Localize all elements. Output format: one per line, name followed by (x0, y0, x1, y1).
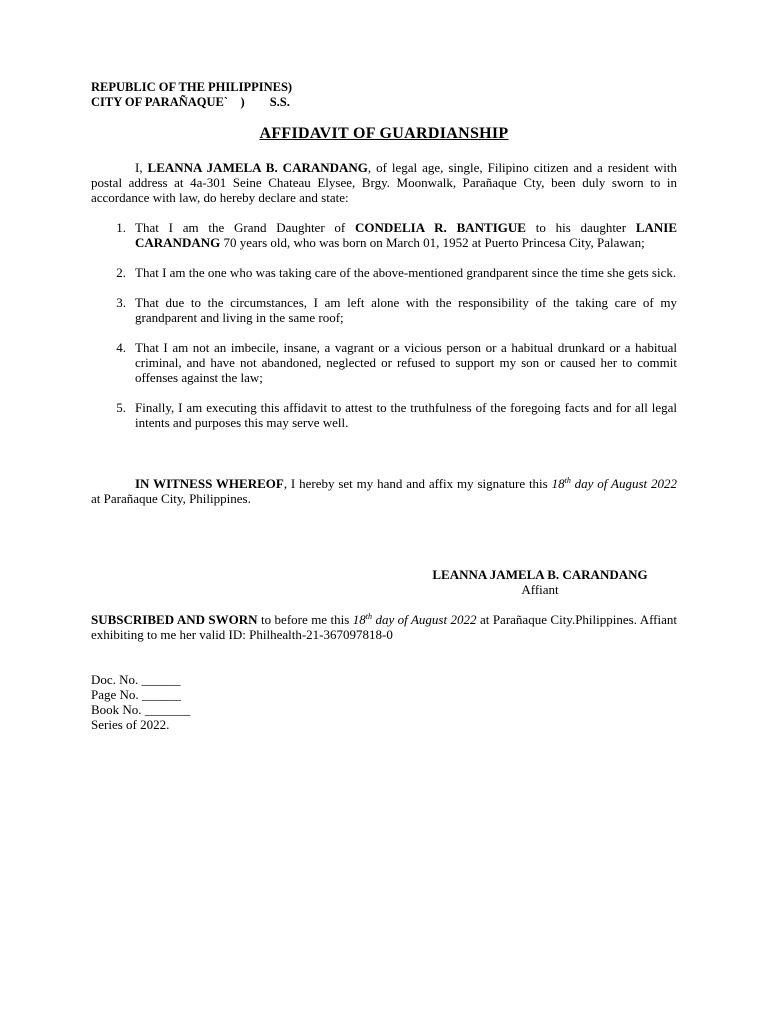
list-item (91, 295, 677, 325)
item-number: 1. (116, 220, 126, 235)
declarations-list (91, 220, 677, 445)
item-text: That I am not an imbecile, insane, a vagrant or a vicious person or a habitual drunkard or a habitual criminal, and have not abandoned, neglected or refused to support my son or caused her to commit offenses against the law; (135, 340, 677, 385)
item-text: That due to the circumstances, I am left alone with the responsibility of the taking care of my grandparent and living in the same roof; (135, 295, 677, 325)
intro-pre: I, (135, 160, 148, 175)
item-number: 4. (116, 340, 126, 355)
intro-post: , of legal age, single, Filipino citizen and a resident with postal address at 4a-301 Seine Chateau Elysee, Brgy. Moonwalk, Parañaque Cty, been duly sworn to in accordance with law, do hereby declare and state: (91, 160, 677, 205)
witness-heading: IN WITNESS WHEREOF (135, 476, 284, 491)
jurat-paragraph: SUBSCRIBED AND SWORN to before me this 18th day of August 2022 at Parañaque City.Philippines. Affiant exhibiting to me her valid ID: Philhealth-21-367097818-0 (91, 612, 677, 642)
affiant-name: LEANNA JAMELA B. CARANDANG (147, 160, 368, 175)
grandparent-name: CONDELIA R. BANTIGUE (355, 220, 526, 235)
witness-date: 18th day of August 2022 (551, 476, 677, 491)
notarial-register (91, 672, 190, 732)
signatory-role: Affiant (521, 582, 559, 597)
caption-line-city: CITY OF PARAÑAQUE` ) S.S. (91, 95, 290, 109)
book-no: Book No. _______ (91, 702, 191, 717)
witness-paragraph: IN WITNESS WHEREOF, I hereby set my hand and affix my signature this 18th day of August 2022 at Parañaque City, Philippines. (91, 476, 677, 506)
list-item (91, 340, 677, 385)
item-text: Finally, I am executing this affidavit to attest to the truthfulness of the foregoing facts and for all legal intents and purposes this may serve well. (135, 400, 677, 430)
list-item (91, 265, 677, 280)
series-year: Series of 2022. (91, 717, 170, 732)
page-no: Page No. ______ (91, 687, 181, 702)
item-text: That I am the Grand Daughter of CONDELIA R. BANTIGUE to his daughter LANIE CARANDANG 70 years old, who was born on March 01, 1952 at Puerto Princesa City, Palawan; (135, 220, 677, 250)
caption-line-republic: REPUBLIC OF THE PHILIPPINES) (91, 80, 293, 94)
daughter-name: LANIE CARANDANG (135, 220, 677, 250)
intro-paragraph (91, 160, 677, 205)
list-item (91, 220, 677, 250)
item-number: 3. (116, 295, 126, 310)
doc-no: Doc. No. ______ (91, 672, 181, 687)
jurat-heading: SUBSCRIBED AND SWORN (91, 612, 258, 627)
jurat-date: 18th day of August 2022 (352, 612, 477, 627)
list-item (91, 400, 677, 430)
item-text: That I am the one who was taking care of the above-mentioned grandparent since the time she gets sick. (135, 265, 677, 280)
venue-caption (91, 80, 292, 110)
item-number: 5. (116, 400, 126, 415)
item-number: 2. (116, 265, 126, 280)
document-title: AFFIDAVIT OF GUARDIANSHIP (259, 125, 509, 142)
signature-block (380, 567, 700, 597)
signatory-name: LEANNA JAMELA B. CARANDANG (432, 567, 648, 582)
